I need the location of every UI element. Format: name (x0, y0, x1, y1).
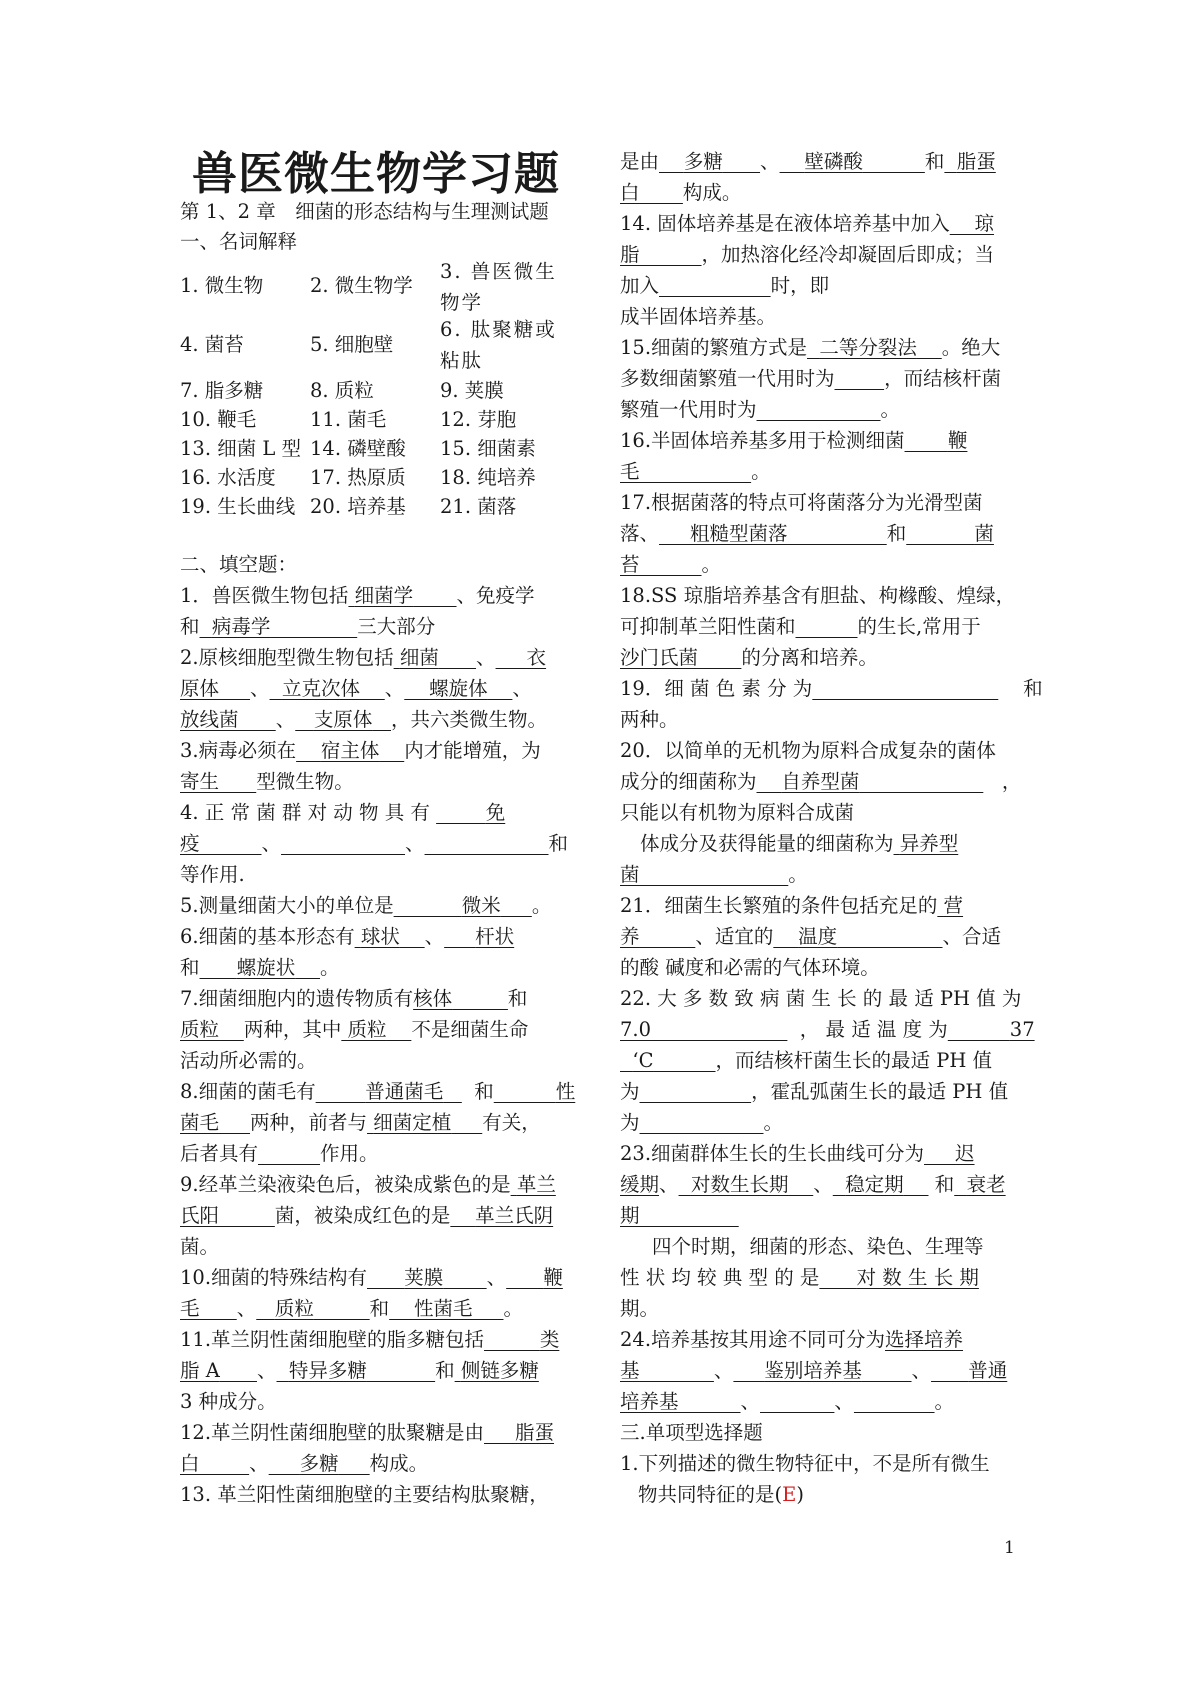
term-item: 14. 磷壁酸 (310, 437, 406, 460)
chapter-heading: 第 1、2 章 细菌的形态结构与生理测试题 (180, 200, 549, 223)
answer-mark: E (782, 1483, 797, 1506)
question-line: 17.根据菌落的特点可将菌落分为光滑型菌 (620, 491, 983, 514)
term-item: 4. 菌苔 (180, 333, 244, 356)
question-line: 两种。 (620, 708, 679, 731)
term-item: 19. 生长曲线 (180, 495, 296, 518)
term-item: 11. 菌毛 (310, 408, 387, 431)
question-line: 菌毛 两种，前者与 细菌定植 有关， (180, 1111, 541, 1134)
question-line: 14. 固体培养基是在液体培养基中加入 琼 (620, 212, 995, 235)
term-item: 17. 热原质 (310, 466, 406, 489)
question-line: 是由 多糖 、 壁磷酸 和 脂蛋 (620, 150, 996, 173)
page-number: 1 (1004, 1538, 1015, 1558)
section-heading-terms: 一、名词解释 (180, 230, 298, 253)
term-item: 3. 兽医微生物学 (440, 260, 557, 315)
question-line: 基 、 鉴别培养基 、 普通 (620, 1359, 1008, 1382)
question-line: 只能以有机物为原料合成菌 (620, 801, 855, 824)
question-line: 为 ，霍乱弧菌生长的最适 PH 值 (620, 1080, 1009, 1103)
term-item: 13. 细菌 L 型 (180, 437, 302, 460)
question-line: 落、 粗糙型菌落 和 菌 (620, 522, 994, 545)
question-line: 6.细菌的基本形态有 球状 、 杆状 (180, 925, 515, 948)
question-line: 2.原核细胞型微生物包括 细菌 、 衣 (180, 646, 547, 669)
question-line: 7.0 ， 最 适 温 度 为 37 (620, 1018, 1035, 1041)
term-item: 20. 培养基 (310, 495, 406, 518)
term-item: 18. 纯培养 (440, 466, 536, 489)
question-line: 为 。 (620, 1111, 784, 1134)
term-item: 15. 细菌素 (440, 437, 536, 460)
question-line: 5.测量细菌大小的单位是 微米 。 (180, 894, 552, 917)
question-line: 可抑制革兰阳性菌和 的生长,常用于 (620, 615, 981, 638)
question-line: 菌。 (180, 1235, 220, 1258)
question-line: 培养基 、 、 。 (620, 1390, 955, 1413)
question-line: 8.细菌的菌毛有 普通菌毛 和 性 (180, 1080, 576, 1103)
question-line: 的酸 碱度和必需的气体环境。 (620, 956, 880, 979)
question-line: 苔 。 (620, 553, 722, 576)
question-line: 放线菌 、 支原体 ，共六类微生物。 (180, 708, 547, 731)
question-line: 期。 (620, 1297, 660, 1320)
question-line: 白 构成。 (620, 181, 742, 204)
question-line: 24.培养基按其用途不同可分为选择培养 (620, 1328, 964, 1351)
question-line: 18.SS 琼脂培养基含有胆盐、枸橼酸、煌绿， (620, 584, 1016, 607)
question-line: 四个时期，细菌的形态、染色、生理等 (652, 1235, 984, 1258)
question-line: 21．细菌生长繁殖的条件包括充足的 营 (620, 894, 964, 917)
question-line: 1.下列描述的微生物特征中，不是所有微生 (620, 1452, 990, 1475)
question-line: 15.细菌的繁殖方式是 二等分裂法 。绝大 (620, 336, 1001, 359)
question-line: 10.细菌的特殊结构有 荚膜 、 鞭 (180, 1266, 563, 1289)
question-line: 沙门氏菌 的分离和培养。 (620, 646, 878, 669)
term-item: 5. 细胞壁 (310, 333, 394, 356)
term-item: 2. 微生物学 (310, 274, 413, 297)
section-heading-fill: 二、填空题： (180, 553, 298, 576)
question-line: 等作用. (180, 863, 245, 886)
question-line: 毛 、 质粒 和 性菌毛 。 (180, 1297, 523, 1320)
term-item: 7. 脂多糖 (180, 379, 264, 402)
question-line: 9.经革兰染液染色后，被染成紫色的是 革兰 (180, 1173, 556, 1196)
question-line: 19．细 菌 色 素 分 为 和 (620, 677, 1043, 700)
question-line: 22. 大 多 数 致 病 菌 生 长 的 最 适 PH 值 为 (620, 987, 1022, 1010)
question-line: 性 状 均 较 典 型 的 是 对 数 生 长 期 (620, 1266, 979, 1289)
question-line: 16.半固体培养基多用于检测细菌 鞭 (620, 429, 968, 452)
question-line: 繁殖一代用时为 。 (620, 398, 901, 421)
question-line: 期 (620, 1204, 640, 1227)
question-line: 养 、适宜的 温度 、合适 (620, 925, 1002, 948)
page-title: 兽医微生物学习题 (191, 147, 560, 200)
term-item: 16. 水活度 (180, 466, 276, 489)
question-line: 脂 ，加热溶化经冷却凝固后即成；当 (620, 243, 995, 266)
question-line: ‘C ，而结核杆菌生长的最适 PH 值 (632, 1049, 993, 1072)
question-line: 毛 。 (620, 460, 771, 483)
question-line: 4. 正 常 菌 群 对 动 物 具 有 免 (180, 801, 506, 824)
question-line: 脂 A 、 特异多糖 和 侧链多糖 (180, 1359, 539, 1382)
question-line: 氏阳 菌，被染成红色的是 革兰氏阴 (180, 1204, 554, 1227)
question-line: 质粒 两种，其中 质粒 不是细菌生命 (180, 1018, 529, 1041)
question-line: 物共同特征的是(E) (638, 1483, 804, 1506)
question-line: 3 种成分。 (180, 1390, 277, 1413)
question-line: 和 病毒学 三大部分 (180, 615, 436, 638)
question-line: 20．以简单的无机物为原料合成复杂的菌体 (620, 739, 996, 762)
question-line: 和 螺旋状 。 (180, 956, 340, 979)
question-line: 12.革兰阴性菌细胞壁的肽聚糖是由 脂蛋 (180, 1421, 555, 1444)
question-line: 成半固体培养基。 (620, 305, 777, 328)
term-item: 10. 鞭毛 (180, 408, 257, 431)
term-item: 9. 荚膜 (440, 379, 504, 402)
term-item: 12. 芽胞 (440, 408, 517, 431)
section-heading-choice: 三.单项型选择题 (620, 1421, 763, 1444)
question-line: 13. 革兰阳性菌细胞壁的主要结构肽聚糖， (180, 1483, 549, 1506)
question-line: 7.细菌细胞内的遗传物质有核体 和 (180, 987, 528, 1010)
question-line: 成分的细菌称为 自养型菌 ， (620, 770, 1022, 793)
question-line: 加入 时，即 (620, 274, 830, 297)
term-item: 21. 菌落 (440, 495, 517, 518)
question-line: 活动所必需的。 (180, 1049, 317, 1072)
question-line: 23.细菌群体生长的生长曲线可分为 迟 (620, 1142, 975, 1165)
term-item: 6. 肽聚糖或粘肽 (440, 318, 557, 373)
question-line: 体成分及获得能量的细菌称为 异养型 (640, 832, 959, 855)
question-line: 疫 、 、 和 (180, 832, 569, 855)
question-line: 菌 。 (620, 863, 808, 886)
question-line: 后者具有 作用。 (180, 1142, 379, 1165)
question-line: 1．兽医微生物包括 细菌学 、免疫学 (180, 584, 535, 607)
question-line: 多数细菌繁殖一代用时为 ，而结核杆菌 (620, 367, 1002, 390)
term-item: 8. 质粒 (310, 379, 374, 402)
question-line: 3.病毒必须在 宿主体 内才能增殖，为 (180, 739, 541, 762)
question-line: 寄生 型微生物。 (180, 770, 354, 793)
question-line: 缓期、 对数生长期 、 稳定期 和 衰老 (620, 1173, 1006, 1196)
term-item: 1. 微生物 (180, 274, 264, 297)
question-line: 11.革兰阴性菌细胞壁的脂多糖包括 类 (180, 1328, 560, 1351)
question-line: 白 、 多糖 构成。 (180, 1452, 429, 1475)
question-line: 原体 、 立克次体 、 螺旋体 、 (180, 677, 532, 700)
